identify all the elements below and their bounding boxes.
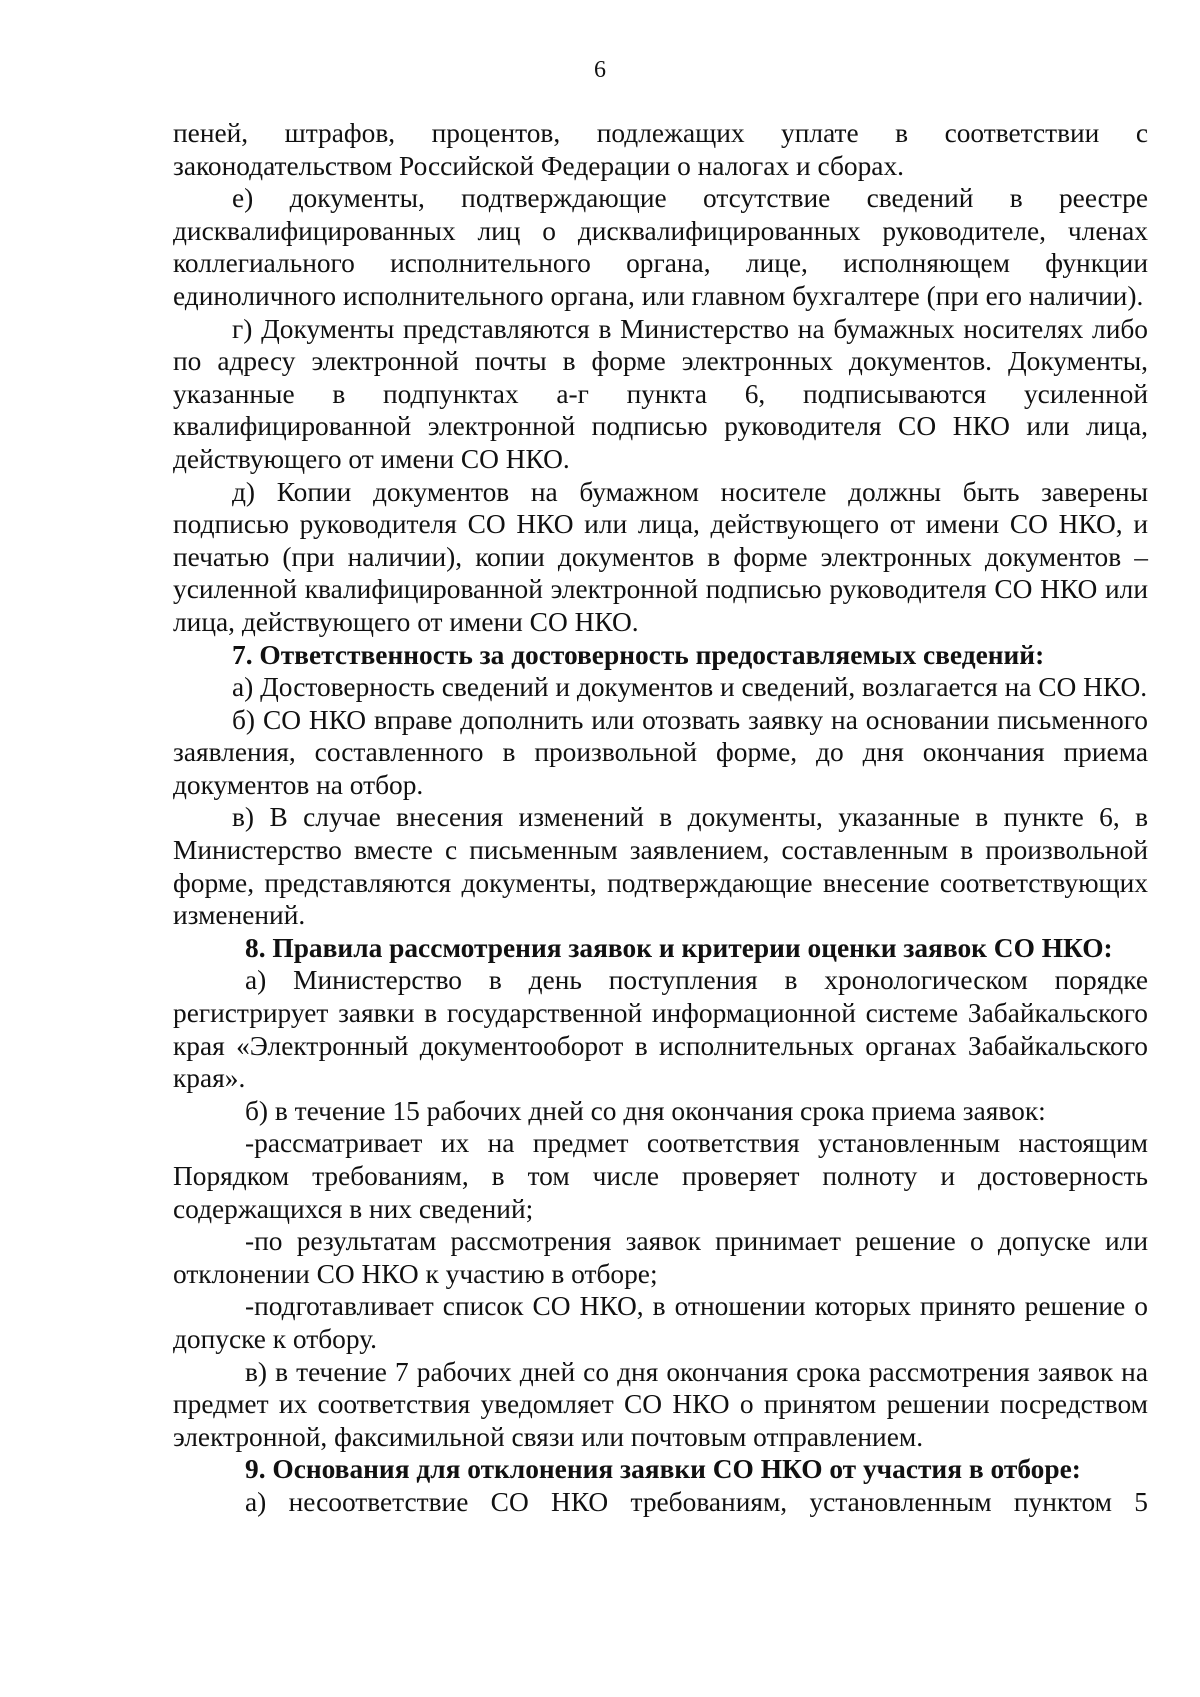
- paragraph-item-g: г) Документы представляются в Министерство на бумажных носителях либо по адресу электронной почты в форме электронных документов. Документы, указанные в подпунктах а-г пункта 6, подписываются усиленной квалифицированной электронной подписью руководителя СО НКО или лица, действующего от имени СО НКО.: [173, 313, 1148, 474]
- document-body: [173, 117, 1148, 1519]
- paragraph-8b-dash-2: -по результатам рассмотрения заявок принимает решение о допуске или отклонении СО НКО к участию в отборе;: [173, 1226, 1148, 1289]
- paragraph-8v: в) в течение 7 рабочих дней со дня окончания срока рассмотрения заявок на предмет их соответствия уведомляет СО НКО о принятом решении посредством электронной, факсимильной связи или почтовым отправлением.: [173, 1356, 1148, 1452]
- paragraph-8b: б) в течение 15 рабочих дней со дня окончания срока приема заявок:: [245, 1095, 1046, 1126]
- section-heading-9: 9. Основания для отклонения заявки СО НКО от участия в отборе:: [245, 1454, 1081, 1485]
- paragraph-8a: а) Министерство в день поступления в хронологическом порядке регистрирует заявки в государственной информационной системе Забайкальского края «Электронный документооборот в исполнительных органах Забайкальского края».: [173, 965, 1148, 1094]
- paragraph-item-d: д) Копии документов на бумажном носителе должны быть заверены подписью руководителя СО НКО или лица, действующего от имени СО НКО, и печатью (при наличии), копии документов в форме электронных документов – усиленной квалифицированной электронной подписью руководителя СО НКО или лица, действующего от имени СО НКО.: [173, 476, 1148, 637]
- paragraph-8b-dash-3: -подготавливает список СО НКО, в отношении которых принято решение о допуске к отбору.: [173, 1291, 1148, 1354]
- section-heading-8: 8. Правила рассмотрения заявок и критерии оценки заявок СО НКО:: [245, 932, 1113, 963]
- paragraph-8b-dash-1: -рассматривает их на предмет соответствия установленным настоящим Порядком требованиям, в том числе проверяет полноту и достоверность содержащихся в них сведений;: [173, 1128, 1148, 1224]
- section-heading-7: 7. Ответственность за достоверность предоставляемых сведений:: [232, 639, 1045, 670]
- paragraph-9a: а) несоответствие СО НКО требованиям, установленным пунктом 5: [245, 1486, 1148, 1517]
- paragraph-7a: а) Достоверность сведений и документов и сведений, возлагается на СО НКО.: [232, 672, 1148, 703]
- paragraph-7v: в) В случае внесения изменений в документы, указанные в пункте 6, в Министерство вместе с письменным заявлением, составленным в произвольной форме, представляются документы, подтверждающие внесение соответствующих изменений.: [173, 802, 1148, 931]
- paragraph-penalties: пеней, штрафов, процентов, подлежащих уплате в соответствии с законодательством Российской Федерации о налогах и сборах.: [173, 118, 1148, 181]
- paragraph-item-e: е) документы, подтверждающие отсутствие сведений в реестре дисквалифицированных лиц о дисквалифицированных руководителе, членах коллегиального исполнительного органа, лице, исполняющем функции единоличного исполнительного органа, или главном бухгалтере (при его наличии).: [173, 183, 1148, 311]
- paragraph-7b: б) СО НКО вправе дополнить или отозвать заявку на основании письменного заявления, составленного в произвольной форме, до дня окончания приема документов на отбор.: [173, 704, 1148, 800]
- page-number: 6: [594, 57, 606, 83]
